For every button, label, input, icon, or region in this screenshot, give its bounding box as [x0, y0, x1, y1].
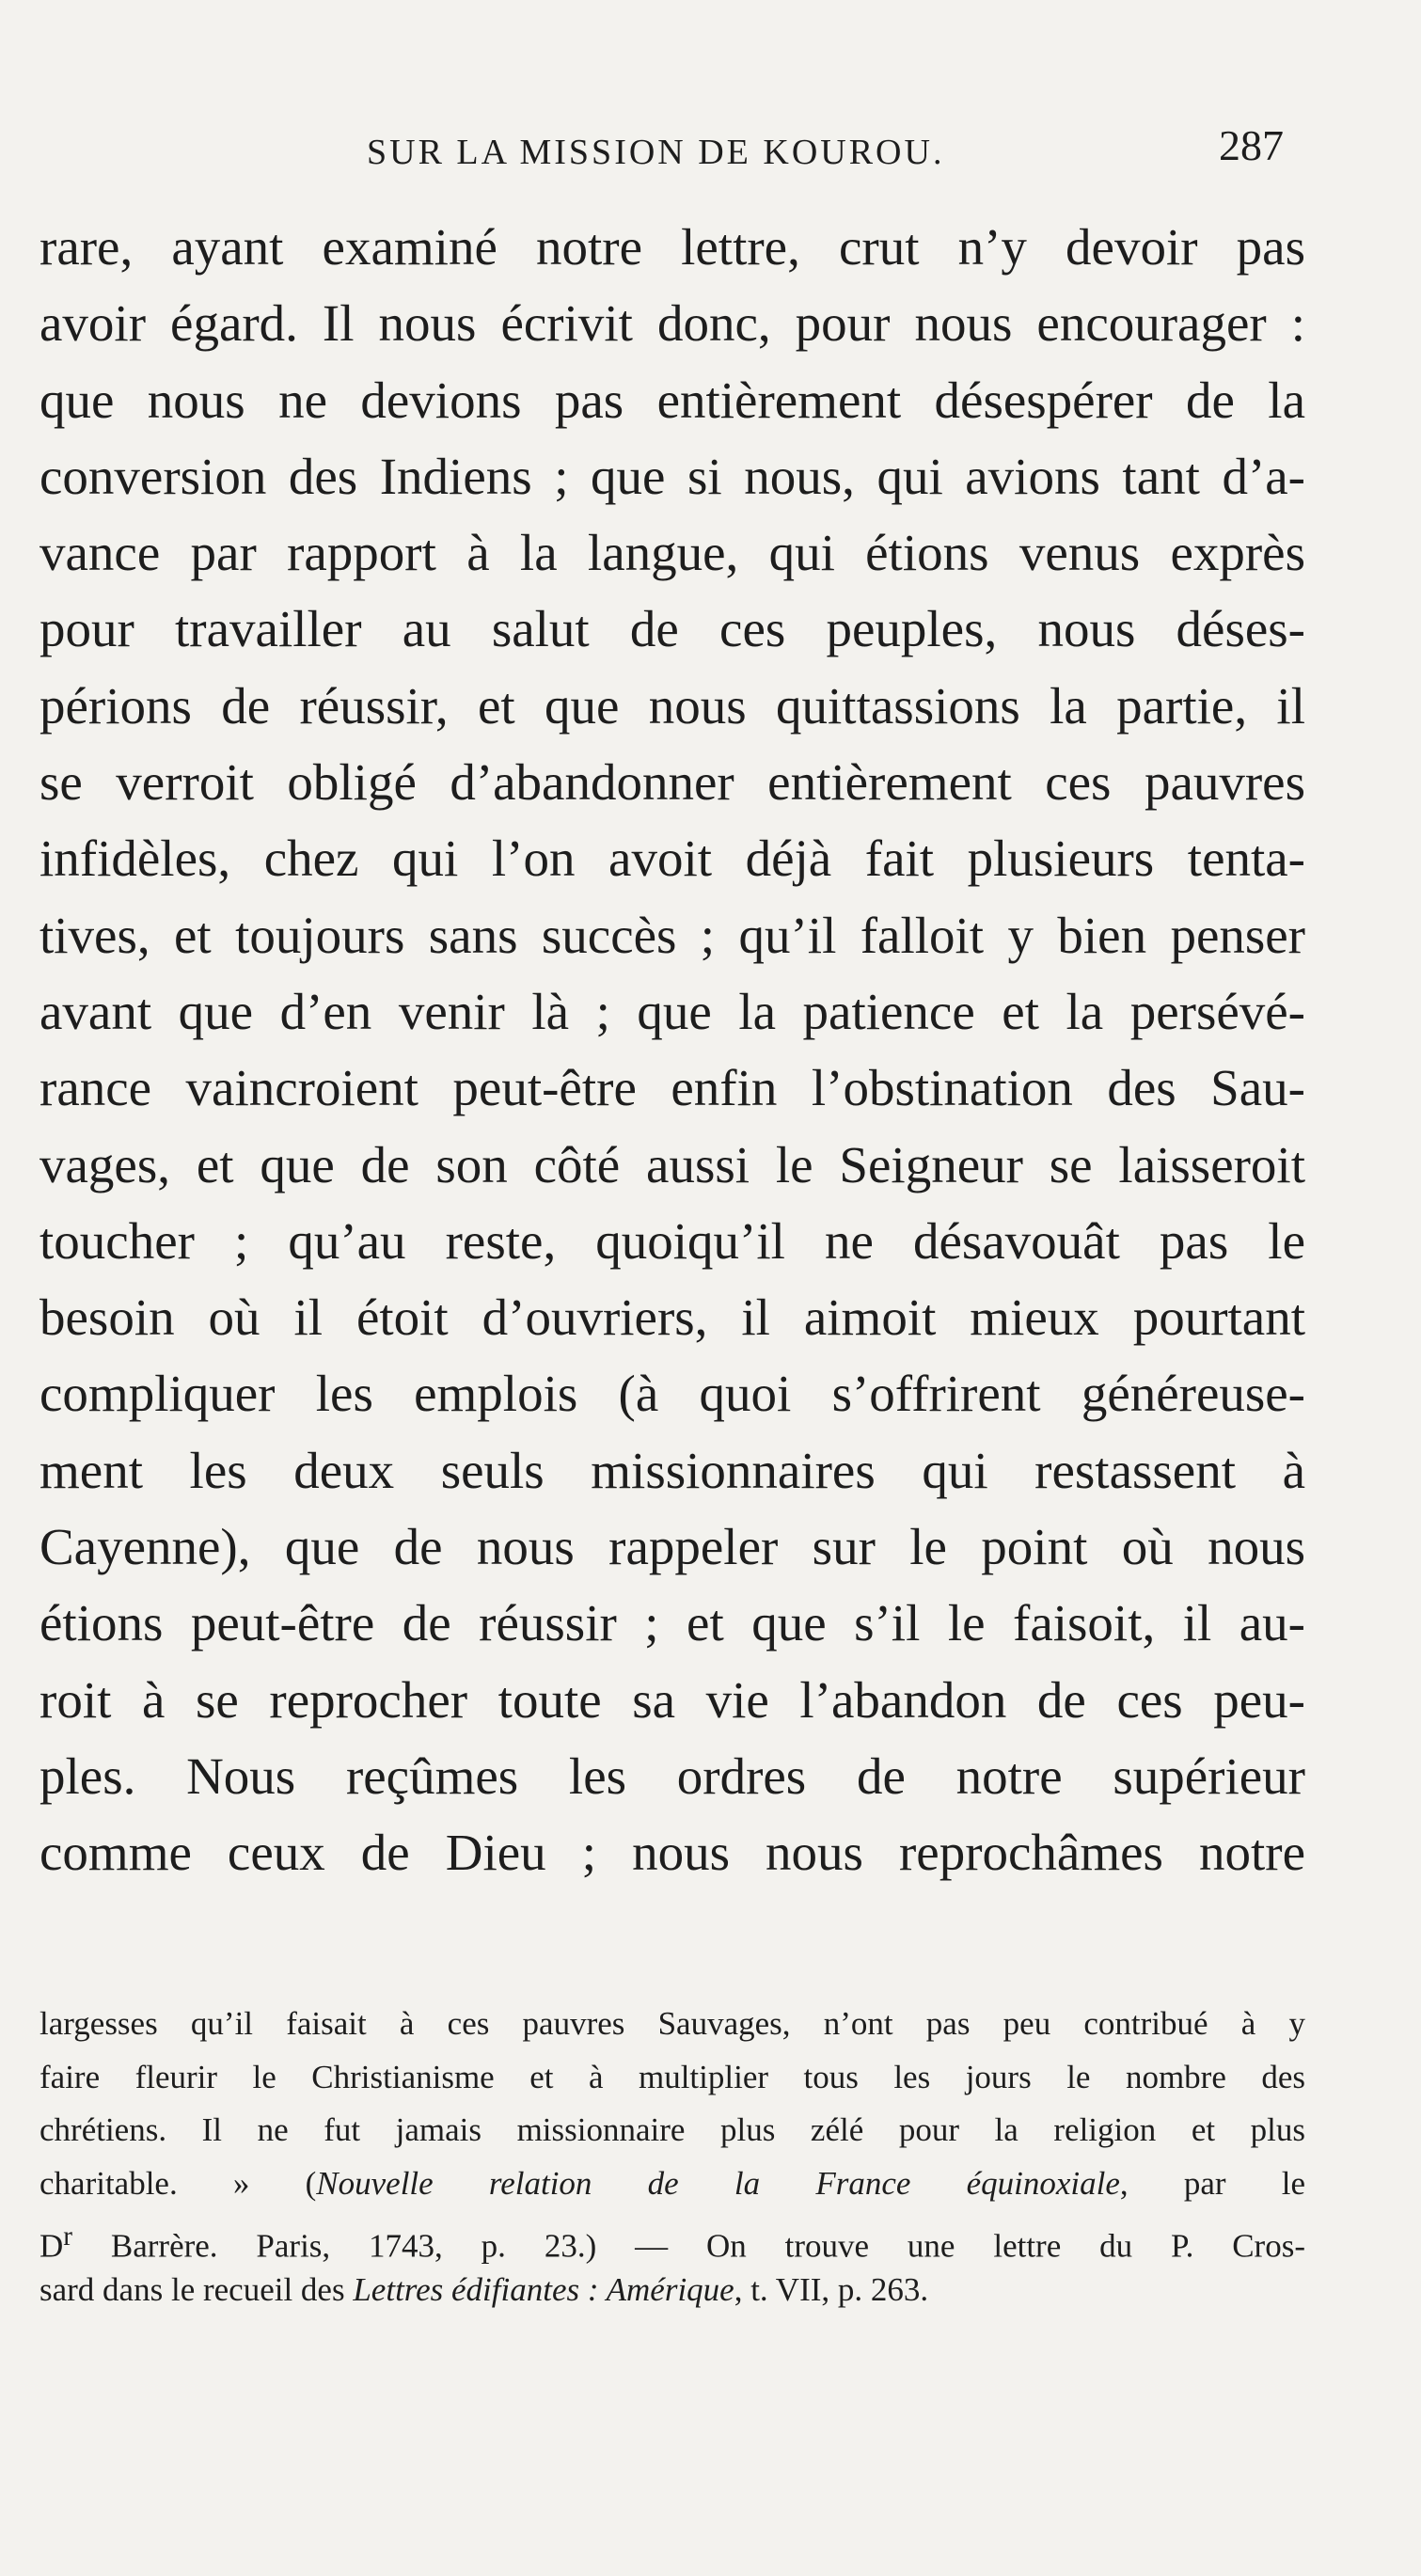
body-line: rance vaincroient peut-être enfin l’obstination des Sau-: [39, 1059, 1305, 1117]
footnote-line: chrétiens. Il ne fut jamais missionnaire plus zélé pour la religion et plus: [39, 2111, 1305, 2148]
body-line: ples. Nous reçûmes les ordres de notre supérieur: [39, 1746, 1305, 1805]
body-line: rare, ayant examiné notre lettre, crut n’y devoir pas: [39, 218, 1305, 276]
body-line: comme ceux de Dieu ; nous nous reprochâmes notre: [39, 1824, 1305, 1882]
footnote-line: [39, 2264, 1305, 2317]
footnote-text: charitable. » (: [39, 2164, 317, 2202]
footnote-text: Barrère. Paris, 1743, p. 23.) — On trouve une lettre du P. Cros-: [72, 2227, 1305, 2265]
footnote-line: [39, 2210, 1305, 2264]
body-line: pour travailler au salut de ces peuples, nous déses-: [39, 600, 1305, 658]
footnote-line: faire fleurir le Christianisme et à multiplier tous les jours le nombre des: [39, 2058, 1305, 2095]
page-number: 287: [1219, 121, 1284, 169]
body-line: besoin où il étoit d’ouvriers, il aimoit mieux pourtant: [39, 1288, 1305, 1347]
footnote: [39, 1998, 1305, 2316]
footnote-line: largesses qu’il faisait à ces pauvres Sauvages, n’ont pas peu contribué à y: [39, 2005, 1305, 2042]
body-line: compliquer les emplois (à quoi s’offrirent généreuse-: [39, 1365, 1305, 1423]
body-line: infidèles, chez qui l’on avoit déjà fait plusieurs tenta-: [39, 830, 1305, 888]
body-line: avoir égard. Il nous écrivit donc, pour nous encourager :: [39, 294, 1305, 353]
cited-title: Lettres édifiantes : Amérique: [353, 2270, 734, 2308]
body-line: roit à se reprocher toute sa vie l’abandon de ces peu-: [39, 1670, 1305, 1729]
body-line: étions peut-être de réussir ; et que s’il le faisoit, il au-: [39, 1594, 1305, 1652]
body-line: se verroit obligé d’abandonner entièrement ces pauvres: [39, 753, 1305, 812]
footnote-text: , t. VII, p. 263.: [734, 2270, 929, 2308]
body-line: que nous ne devions pas entièrement désespérer de la: [39, 371, 1305, 429]
body-line: tives, et toujours sans succès ; qu’il falloit y bien penser: [39, 906, 1305, 964]
running-title: SUR LA MISSION DE KOUROU.: [367, 133, 945, 172]
superscript: r: [63, 2221, 72, 2252]
footnote-text: sard dans le recueil des: [39, 2270, 354, 2308]
body-line: ment les deux seuls missionnaires qui restassent à: [39, 1441, 1305, 1499]
footnote-text: , par le: [1119, 2164, 1306, 2202]
body-text: [39, 209, 1305, 1891]
body-line: toucher ; qu’au reste, quoiqu’il ne désavouât pas le: [39, 1211, 1305, 1270]
page-header: [0, 120, 1421, 177]
body-line: avant que d’en venir là ; que la patience et la persévé-: [39, 982, 1305, 1040]
body-line: vages, et que de son côté aussi le Seigneur se laisseroit: [39, 1135, 1305, 1193]
body-line: vance par rapport à la langue, qui étions venus exprès: [39, 524, 1305, 582]
footnote-text: D: [39, 2227, 64, 2265]
body-line: Cayenne), que de nous rappeler sur le point où nous: [39, 1518, 1305, 1576]
body-line: périons de réussir, et que nous quittassions la partie, il: [39, 676, 1305, 735]
body-line: conversion des Indiens ; que si nous, qui avions tant d’a-: [39, 447, 1305, 505]
cited-title: Nouvelle relation de la France équinoxiale: [316, 2164, 1120, 2202]
footnote-line: [39, 2157, 1305, 2211]
